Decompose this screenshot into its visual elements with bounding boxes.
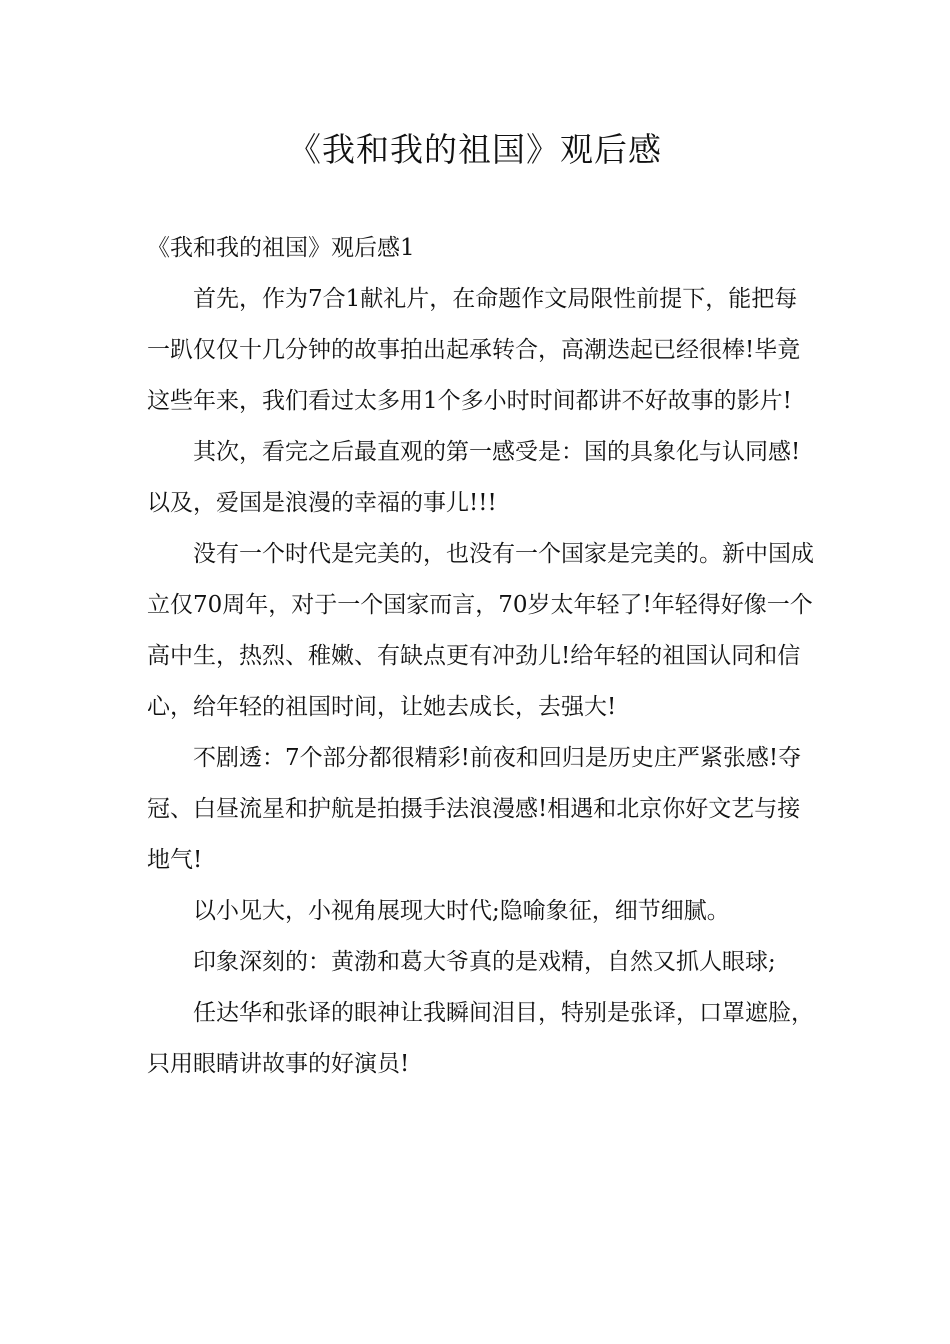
- paragraph: 其次，看完之后最直观的第一感受是：国的具象化与认同感!以及，爱国是浪漫的幸福的事儿!!!: [147, 439, 801, 516]
- paragraph: 以小见大，小视角展现大时代;隐喻象征，细节细腻。: [193, 898, 730, 924]
- paragraph: 印象深刻的：黄渤和葛大爷真的是戏精，自然又抓人眼球;: [193, 949, 776, 975]
- document-body: [147, 223, 815, 1090]
- paragraph: 没有一个时代是完美的，也没有一个国家是完美的。新中国成立仅70周年，对于一个国家而言，70岁太年轻了!年轻得好像一个高中生，热烈、稚嫩、有缺点更有冲劲儿!给年轻的祖国认同和信心，给年轻的祖国时间，让她去成长，去强大!: [147, 541, 814, 720]
- paragraph: 不剧透：7个部分都很精彩!前夜和回归是历史庄严紧张感!夺冠、白昼流星和护航是拍摄手法浪漫感!相遇和北京你好文艺与接地气!: [147, 745, 802, 873]
- paragraph: 首先，作为7合1献礼片，在命题作文局限性前提下，能把每一趴仅仅十几分钟的故事拍出起承转合，高潮迭起已经很棒!毕竟这些年来，我们看过太多用1个多小时时间都讲不好故事的影片!: [147, 286, 801, 414]
- section-heading: 《我和我的祖国》观后感1: [147, 235, 415, 261]
- paragraph: 任达华和张译的眼神让我瞬间泪目，特别是张译，口罩遮脸，只用眼睛讲故事的好演员!: [147, 1000, 814, 1077]
- document-title: 《我和我的祖国》观后感: [288, 130, 662, 169]
